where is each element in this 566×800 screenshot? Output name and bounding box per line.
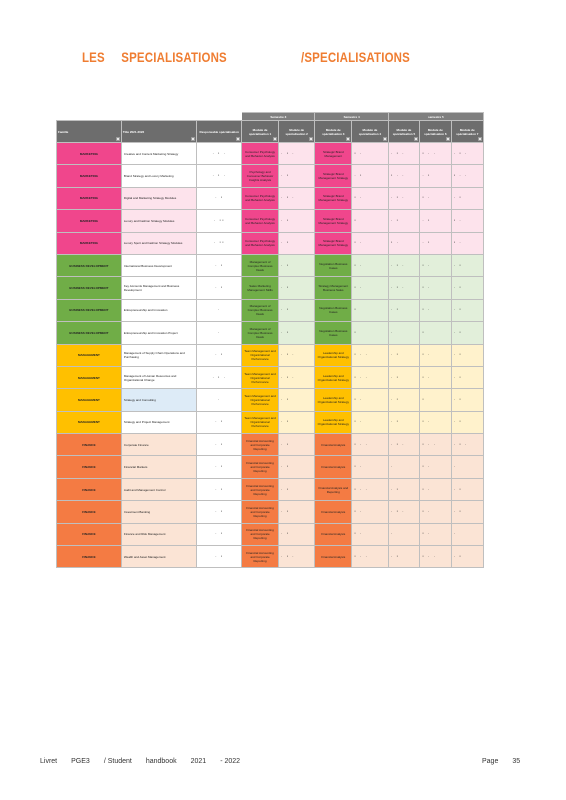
module-3-cell[interactable]: Negotiation Business Cases xyxy=(315,322,352,344)
footer-page xyxy=(482,758,520,765)
module-4-cell[interactable]: ▪ · · xyxy=(352,546,389,568)
module-7-cell[interactable]: · ▪ xyxy=(451,411,483,433)
module-2-cell[interactable]: · ▪ xyxy=(278,277,315,299)
page-title-right: /SPECIALISATIONS xyxy=(301,49,410,65)
module-1-cell[interactable]: Consumer Psychology and Behavior Analysis xyxy=(242,187,279,209)
module-6-cell[interactable]: ▪ · xyxy=(420,277,451,299)
module-5-cell[interactable]: · ▪ xyxy=(388,411,419,433)
module-6-cell[interactable]: · ▪ xyxy=(420,210,451,232)
column-header[interactable]: Famille xyxy=(57,121,122,143)
module-6-cell[interactable]: · ▪ xyxy=(420,232,451,254)
module-6-cell[interactable]: ▪ xyxy=(420,389,451,411)
table-row xyxy=(57,389,484,411)
page-label: Page xyxy=(482,758,499,765)
title-cell[interactable]: Investment Banking xyxy=(121,501,196,523)
family-cell[interactable]: FINANCE xyxy=(57,501,122,523)
module-2-cell[interactable]: · ▪ xyxy=(278,523,315,545)
title-cell[interactable]: Brand Strategy and Luxury Marketing xyxy=(121,165,196,187)
module-5-cell[interactable]: ▪ · · xyxy=(388,165,419,187)
module-2-cell[interactable]: · ▪ · xyxy=(278,546,315,568)
responsable-cell[interactable]: · xyxy=(197,322,242,344)
module-4-cell[interactable]: ▪ · xyxy=(352,254,389,276)
filter-dropdown-icon[interactable] xyxy=(346,137,350,141)
module-3-cell[interactable]: Strategic Brand Management Strategy xyxy=(315,232,352,254)
module-7-cell[interactable]: · ▪ xyxy=(451,546,483,568)
module-4-cell[interactable]: ▪ · xyxy=(352,143,389,165)
module-2-cell[interactable]: · ▪ · xyxy=(278,143,315,165)
column-header-row xyxy=(57,121,484,143)
module-6-cell[interactable]: ▪ · xyxy=(420,501,451,523)
module-2-cell[interactable]: · ▪ · xyxy=(278,187,315,209)
module-3-cell[interactable]: Financial Analysis xyxy=(315,456,352,478)
module-6-cell[interactable]: ▪ xyxy=(420,322,451,344)
module-4-cell[interactable]: ▪ · xyxy=(352,456,389,478)
module-3-cell[interactable]: Financial Analysis and Reporting xyxy=(315,478,352,500)
family-cell[interactable]: MARKETING xyxy=(57,165,122,187)
family-cell[interactable]: MARKETING xyxy=(57,143,122,165)
module-4-cell[interactable]: ▪ · · xyxy=(352,478,389,500)
responsable-cell[interactable]: · ▪ xyxy=(197,523,242,545)
module-5-cell[interactable]: · ▪ xyxy=(388,210,419,232)
module-4-cell[interactable]: · ▪ xyxy=(352,165,389,187)
title-cell[interactable]: Audit and Management Control xyxy=(121,478,196,500)
table-row xyxy=(57,434,484,456)
responsable-cell[interactable]: · xyxy=(197,389,242,411)
module-5-cell[interactable]: · xyxy=(388,523,419,545)
module-6-cell[interactable]: ▪ · xyxy=(420,411,451,433)
page-number: 35 xyxy=(512,758,521,765)
table-row xyxy=(57,277,484,299)
responsable-cell[interactable]: · ▪ xyxy=(197,501,242,523)
responsable-cell[interactable]: · ▪ · xyxy=(197,165,242,187)
module-3-cell[interactable]: Negotiation Business Cases xyxy=(315,299,352,321)
responsable-cell[interactable]: · ▪▪ xyxy=(197,210,242,232)
page-title-left: LES SPECIALISATIONS xyxy=(82,49,227,65)
module-5-cell[interactable]: · ▪ · xyxy=(388,187,419,209)
module-5-cell[interactable]: · ▪ · xyxy=(388,254,419,276)
responsable-cell[interactable]: · ▪ xyxy=(197,344,242,366)
module-1-cell[interactable]: Financial Accounting and Corporate Reporting xyxy=(242,434,279,456)
module-5-cell[interactable]: · ▪ · xyxy=(388,143,419,165)
module-5-cell[interactable]: ▪ · xyxy=(388,232,419,254)
table-row xyxy=(57,344,484,366)
module-4-cell[interactable]: ▪ · xyxy=(352,277,389,299)
table-row xyxy=(57,546,484,568)
responsable-cell[interactable]: · ▪ xyxy=(197,546,242,568)
family-cell[interactable]: FINANCE xyxy=(57,546,122,568)
module-3-cell[interactable]: Financial Analysis xyxy=(315,546,352,568)
module-5-cell[interactable]: · ▪ · xyxy=(388,277,419,299)
footer-left xyxy=(40,758,254,765)
family-cell[interactable]: MARKETING xyxy=(57,187,122,209)
family-cell[interactable]: BUSINESS DEVELOPMENT xyxy=(57,322,122,344)
table-row xyxy=(57,187,484,209)
module-1-cell[interactable]: Financial Accounting and Corporate Reporting xyxy=(242,546,279,568)
module-2-cell[interactable]: · ▪ xyxy=(278,501,315,523)
module-1-cell[interactable]: Team Management and Organizational Performance xyxy=(242,344,279,366)
module-3-cell[interactable]: Strategic Brand Management Strategy xyxy=(315,165,352,187)
module-5-cell[interactable]: · ▪ xyxy=(388,389,419,411)
filter-dropdown-icon[interactable] xyxy=(273,137,277,141)
module-5-cell[interactable]: · xyxy=(388,456,419,478)
title-cell[interactable]: Luxury Sport and Fashion Strategy Modules xyxy=(121,232,196,254)
footer-text: 2021 xyxy=(190,758,207,765)
module-2-cell[interactable]: · ▪ · xyxy=(278,366,315,388)
family-cell[interactable]: MARKETING xyxy=(57,232,122,254)
footer-text: Livret xyxy=(40,758,58,765)
module-1-cell[interactable]: Financial Accounting and Corporate Reporting xyxy=(242,478,279,500)
module-3-cell[interactable]: Strategy Management Business Sales xyxy=(315,277,352,299)
module-1-cell[interactable]: Consumer Psychology and Behavior Analysis xyxy=(242,210,279,232)
footer-text: / Student xyxy=(103,758,132,765)
module-5-cell[interactable]: · ▪ · xyxy=(388,434,419,456)
specialisations-table xyxy=(56,112,484,568)
module-1-cell[interactable]: Consumer Psychology and Behavior Analysis xyxy=(242,232,279,254)
module-2-cell[interactable]: · ▪ xyxy=(278,232,315,254)
module-7-cell[interactable]: · ▪ xyxy=(451,344,483,366)
module-5-cell[interactable]: · xyxy=(388,322,419,344)
module-1-cell[interactable]: Financial Accounting and Corporate Reporting xyxy=(242,456,279,478)
column-header[interactable]: Responsable spécialisation xyxy=(197,121,242,143)
title-cell[interactable]: Strategy and Project Management xyxy=(121,411,196,433)
responsable-cell[interactable]: · ▪ · xyxy=(197,143,242,165)
column-header[interactable]: Module de spécialisation 3 xyxy=(315,121,352,143)
filter-dropdown-icon[interactable] xyxy=(446,137,450,141)
module-7-cell[interactable]: · ▪ xyxy=(451,254,483,276)
module-6-cell[interactable]: ▪ · xyxy=(420,254,451,276)
table-row xyxy=(57,254,484,276)
family-cell[interactable]: FINANCE xyxy=(57,478,122,500)
family-cell[interactable]: MANAGEMENT xyxy=(57,389,122,411)
column-header[interactable]: Module de spécialisation 7 xyxy=(451,121,483,143)
column-header[interactable]: Module de spécialisation 1 xyxy=(242,121,279,143)
family-cell[interactable]: MARKETING xyxy=(57,210,122,232)
module-4-cell[interactable]: ▪ xyxy=(352,210,389,232)
module-1-cell[interactable]: Psychology and Consumer Behavior Insights Analysis xyxy=(242,165,279,187)
column-header[interactable]: Module de spécialisation 6 xyxy=(420,121,451,143)
responsable-cell[interactable]: · ▪ xyxy=(197,456,242,478)
module-6-cell[interactable]: ▪ · xyxy=(420,366,451,388)
module-4-cell[interactable]: ▪ · · xyxy=(352,366,389,388)
module-5-cell[interactable]: · ▪ xyxy=(388,366,419,388)
module-4-cell[interactable]: ▪ · · xyxy=(352,344,389,366)
family-cell[interactable]: BUSINESS DEVELOPMENT xyxy=(57,277,122,299)
module-6-cell[interactable]: · ▪ xyxy=(420,165,451,187)
module-1-cell[interactable]: Team Management and Organizational Performance xyxy=(242,366,279,388)
responsable-cell[interactable]: · ▪ xyxy=(197,411,242,433)
title-cell[interactable]: International Business Development xyxy=(121,254,196,276)
filter-dropdown-icon[interactable] xyxy=(191,137,195,141)
module-1-cell[interactable]: Management of Complex Business Deals xyxy=(242,322,279,344)
table-row xyxy=(57,165,484,187)
filter-dropdown-icon[interactable] xyxy=(478,137,482,141)
responsable-cell[interactable]: · ▪ xyxy=(197,478,242,500)
module-7-cell[interactable]: ▪ · xyxy=(451,232,483,254)
module-3-cell[interactable]: Negotiation Business Cases xyxy=(315,254,352,276)
module-7-cell[interactable]: · ▪ xyxy=(451,501,483,523)
title-cell[interactable]: Corporate Finance xyxy=(121,434,196,456)
module-2-cell[interactable]: · ▪ xyxy=(278,456,315,478)
family-cell[interactable]: MANAGEMENT xyxy=(57,344,122,366)
module-2-cell[interactable]: · ▪ xyxy=(278,299,315,321)
module-2-cell[interactable]: · ▪ xyxy=(278,478,315,500)
module-4-cell[interactable]: ▪ · xyxy=(352,523,389,545)
module-1-cell[interactable]: Team Management and Organizational Performance xyxy=(242,411,279,433)
module-4-cell[interactable]: ▪ · xyxy=(352,187,389,209)
filter-dropdown-icon[interactable] xyxy=(414,137,418,141)
module-1-cell[interactable]: Financial Accounting and Corporate Reporting xyxy=(242,523,279,545)
responsable-cell[interactable]: · ▪ · xyxy=(197,366,242,388)
semester-4-header: Semestre 4 xyxy=(315,113,388,121)
module-5-cell[interactable]: · ▪ xyxy=(388,299,419,321)
module-7-cell[interactable]: · ▪ xyxy=(451,299,483,321)
table-row xyxy=(57,143,484,165)
column-header[interactable]: Title 2021-2022 xyxy=(121,121,196,143)
family-cell[interactable]: FINANCE xyxy=(57,434,122,456)
module-2-cell[interactable]: · ▪ xyxy=(278,434,315,456)
family-cell[interactable]: MANAGEMENT xyxy=(57,411,122,433)
title-cell[interactable]: Financial Markets xyxy=(121,456,196,478)
column-header[interactable]: Module de spécialisation 5 xyxy=(388,121,419,143)
module-7-cell[interactable]: · ▪ xyxy=(451,187,483,209)
module-7-cell[interactable]: · xyxy=(451,456,483,478)
family-cell[interactable]: MANAGEMENT xyxy=(57,366,122,388)
module-7-cell[interactable]: · ▪ · xyxy=(451,434,483,456)
semester-3-header: Semestre 3 xyxy=(242,113,315,121)
module-2-cell[interactable]: · ▪ xyxy=(278,322,315,344)
module-4-cell[interactable]: ▪ · · xyxy=(352,434,389,456)
footer-text: handbook xyxy=(145,758,177,765)
column-header[interactable]: Module de spécialisation 4 xyxy=(352,121,389,143)
module-6-cell[interactable]: ▪ · xyxy=(420,456,451,478)
title-cell[interactable]: Digital and Marketing Strategy Modules xyxy=(121,187,196,209)
table-row xyxy=(57,478,484,500)
module-3-cell[interactable]: Strategic Brand Management Strategy xyxy=(315,187,352,209)
semester-5-header: semestre 5 xyxy=(388,113,483,121)
footer-text: PGE3 xyxy=(71,758,90,765)
module-1-cell[interactable]: Management of Complex Business Deals xyxy=(242,299,279,321)
semester-header-row xyxy=(57,113,484,121)
title-cell[interactable]: Finance and Risk Management xyxy=(121,523,196,545)
module-6-cell[interactable]: ▪ · xyxy=(420,187,451,209)
module-2-cell[interactable]: · ▪ xyxy=(278,165,315,187)
responsable-cell[interactable]: · xyxy=(197,299,242,321)
table-row xyxy=(57,456,484,478)
table-row xyxy=(57,411,484,433)
module-7-cell[interactable]: · xyxy=(451,523,483,545)
title-cell[interactable]: Wealth and Asset Management xyxy=(121,546,196,568)
responsable-cell[interactable]: · ▪ xyxy=(197,277,242,299)
family-cell[interactable]: BUSINESS DEVELOPMENT xyxy=(57,299,122,321)
module-1-cell[interactable]: Consumer Psychology and Behavior Analysis xyxy=(242,143,279,165)
module-3-cell[interactable]: Strategic Brand Management xyxy=(315,143,352,165)
table-row xyxy=(57,210,484,232)
title-cell[interactable]: Creative and Content Marketing Strategy xyxy=(121,143,196,165)
module-7-cell[interactable]: · ▪ xyxy=(451,277,483,299)
table-row xyxy=(57,322,484,344)
module-4-cell[interactable]: ▪ · xyxy=(352,411,389,433)
module-5-cell[interactable]: · ▪ xyxy=(388,478,419,500)
module-6-cell[interactable]: ▪ · · xyxy=(420,143,451,165)
module-3-cell[interactable]: Financial Analysis xyxy=(315,434,352,456)
module-6-cell[interactable]: ▪ · xyxy=(420,478,451,500)
table-body xyxy=(57,143,484,568)
module-1-cell[interactable]: Sales Marketing Management Skills xyxy=(242,277,279,299)
responsable-cell[interactable]: · ▪ xyxy=(197,187,242,209)
module-7-cell[interactable]: ▪ · xyxy=(451,210,483,232)
module-2-cell[interactable]: · ▪ xyxy=(278,411,315,433)
title-cell[interactable]: Management of Human Resources and Organizational Change xyxy=(121,366,196,388)
module-4-cell[interactable]: ▪ · xyxy=(352,501,389,523)
module-2-cell[interactable]: · ▪ xyxy=(278,254,315,276)
module-6-cell[interactable]: ▪ · · xyxy=(420,434,451,456)
module-2-cell[interactable]: · ▪ · xyxy=(278,344,315,366)
module-3-cell[interactable]: Strategic Brand Management Strategy xyxy=(315,210,352,232)
module-7-cell[interactable]: · ▪ xyxy=(451,322,483,344)
table-row xyxy=(57,366,484,388)
family-cell[interactable]: BUSINESS DEVELOPMENT xyxy=(57,254,122,276)
module-6-cell[interactable]: ▪ · xyxy=(420,523,451,545)
filter-dropdown-icon[interactable] xyxy=(383,137,387,141)
module-2-cell[interactable]: · ▪ xyxy=(278,389,315,411)
title-cell[interactable]: Management of Supply Chain Operations and Purchasing xyxy=(121,344,196,366)
responsable-cell[interactable]: · ▪▪ xyxy=(197,232,242,254)
module-5-cell[interactable]: · ▪ xyxy=(388,344,419,366)
module-7-cell[interactable]: · ▪ xyxy=(451,389,483,411)
module-3-cell[interactable]: Leadership and Organizational Strategy xyxy=(315,366,352,388)
module-6-cell[interactable]: ▪ · xyxy=(420,299,451,321)
module-5-cell[interactable]: · ▪ xyxy=(388,546,419,568)
module-4-cell[interactable]: ▪ · xyxy=(352,232,389,254)
module-3-cell[interactable]: Leadership and Organizational Strategy xyxy=(315,411,352,433)
module-3-cell[interactable]: Leadership and Organizational Strategy xyxy=(315,389,352,411)
module-4-cell[interactable]: ▪ xyxy=(352,322,389,344)
module-6-cell[interactable]: ▪ · · xyxy=(420,546,451,568)
table-row xyxy=(57,501,484,523)
module-2-cell[interactable]: · ▪ xyxy=(278,210,315,232)
title-cell[interactable]: Strategy and Consulting xyxy=(121,389,196,411)
table-row xyxy=(57,299,484,321)
title-cell[interactable]: Entrepreneurship and Innovation Project xyxy=(121,322,196,344)
module-1-cell[interactable]: Team Management and Organizational Performance xyxy=(242,389,279,411)
filter-dropdown-icon[interactable] xyxy=(116,137,120,141)
title-cell[interactable]: Luxury and Fashion Strategy Modules xyxy=(121,210,196,232)
filter-dropdown-icon[interactable] xyxy=(309,137,313,141)
table-row xyxy=(57,523,484,545)
responsable-cell[interactable]: · ▪ xyxy=(197,434,242,456)
responsable-cell[interactable]: · ▪ xyxy=(197,254,242,276)
module-7-cell[interactable]: · ▪ xyxy=(451,366,483,388)
title-cell[interactable]: Key Accounts Management and Business Development xyxy=(121,277,196,299)
module-4-cell[interactable]: ▪ · xyxy=(352,389,389,411)
module-3-cell[interactable]: Financial Analysis xyxy=(315,523,352,545)
footer-text: - 2022 xyxy=(220,758,241,765)
module-3-cell[interactable]: Leadership and Organizational Strategy xyxy=(315,344,352,366)
module-6-cell[interactable]: ▪ · xyxy=(420,344,451,366)
family-cell[interactable]: FINANCE xyxy=(57,523,122,545)
module-7-cell[interactable]: · ▪ · xyxy=(451,143,483,165)
module-7-cell[interactable]: ▪ · · xyxy=(451,165,483,187)
filter-dropdown-icon[interactable] xyxy=(236,137,240,141)
module-1-cell[interactable]: Financial Accounting and Corporate Reporting xyxy=(242,501,279,523)
module-1-cell[interactable]: Management of Complex Business Deals xyxy=(242,254,279,276)
table-row xyxy=(57,232,484,254)
family-cell[interactable]: FINANCE xyxy=(57,456,122,478)
module-4-cell[interactable]: ▪ xyxy=(352,299,389,321)
column-header[interactable]: Module de spécialisation 2 xyxy=(278,121,315,143)
title-cell[interactable]: Entrepreneurship and Innovation xyxy=(121,299,196,321)
module-5-cell[interactable]: · ▪ · xyxy=(388,501,419,523)
module-3-cell[interactable]: Financial Analysis xyxy=(315,501,352,523)
module-7-cell[interactable]: · ▪ xyxy=(451,478,483,500)
